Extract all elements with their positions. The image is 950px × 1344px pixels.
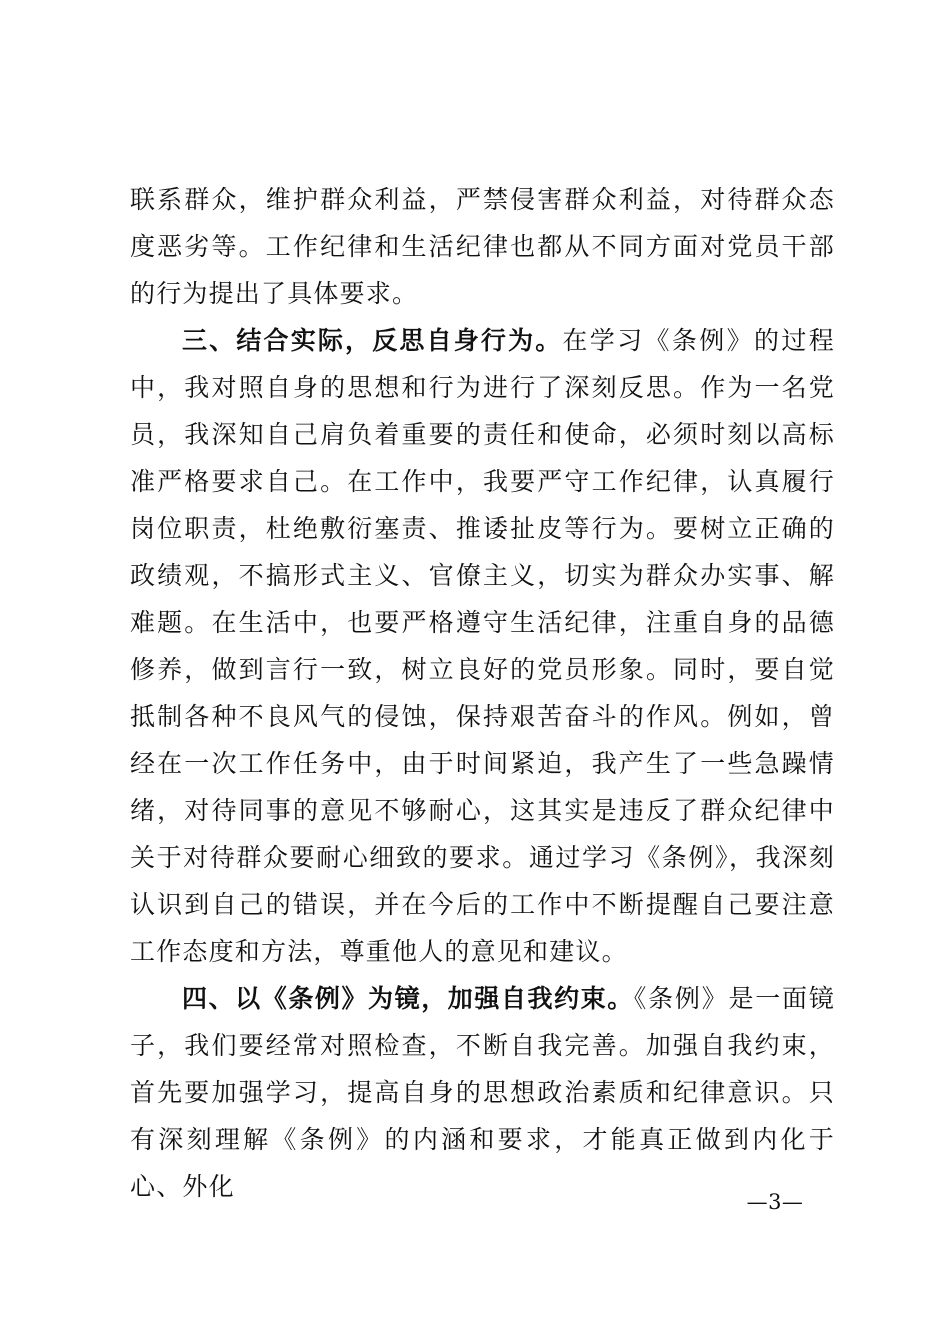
page-number: —3— xyxy=(746,1190,804,1214)
section-4-body: 《条例》是一面镜子，我们要经常对照检查，不断自我完善。加强自我约束，首先要加强学习，提高自身的思想政治素质和纪律意识。只有深刻理解《条例》的内涵和要求，才能真正做到内化于心、外化 xyxy=(130,984,835,1201)
continuation-paragraph: 联系群众，维护群众利益，严禁侵害群众利益，对待群众态度恶劣等。工作纪律和生活纪律也都从不同方面对党员干部的行为提出了具体要求。 xyxy=(130,185,835,308)
section-4-paragraph xyxy=(130,975,835,1210)
document-body xyxy=(130,176,835,1210)
section-3-body: 在学习《条例》的过程中，我对照自身的思想和行为进行了深刻反思。作为一名党员，我深知自己肩负着重要的责任和使命，必须时刻以高标准严格要求自己。在工作中，我要严守工作纪律，认真履行岗位职责，杜绝敷衍塞责、推诿扯皮等行为。要树立正确的政绩观，不搞形式主义、官僚主义，切实为群众办实事、解难题。在生活中，也要严格遵守生活纪律，注重自身的品德修养，做到言行一致，树立良好的党员形象。同时，要自觉抵制各种不良风气的侵蚀，保持艰苦奋斗的作风。例如，曾经在一次工作任务中，由于时间紧迫，我产生了一些急躁情绪，对待同事的意见不够耐心，这其实是违反了群众纪律中关于对待群众要耐心细致的要求。通过学习《条例》，我深刻认识到自己的错误，并在今后的工作中不断提醒自己要注意工作态度和方法，尊重他人的意见和建议。 xyxy=(130,326,835,966)
section-3-paragraph xyxy=(130,317,835,975)
section-4-heading: 四、以《条例》为镜，加强自我约束。 xyxy=(182,984,634,1013)
section-3-heading: 三、结合实际，反思自身行为。 xyxy=(182,326,563,355)
